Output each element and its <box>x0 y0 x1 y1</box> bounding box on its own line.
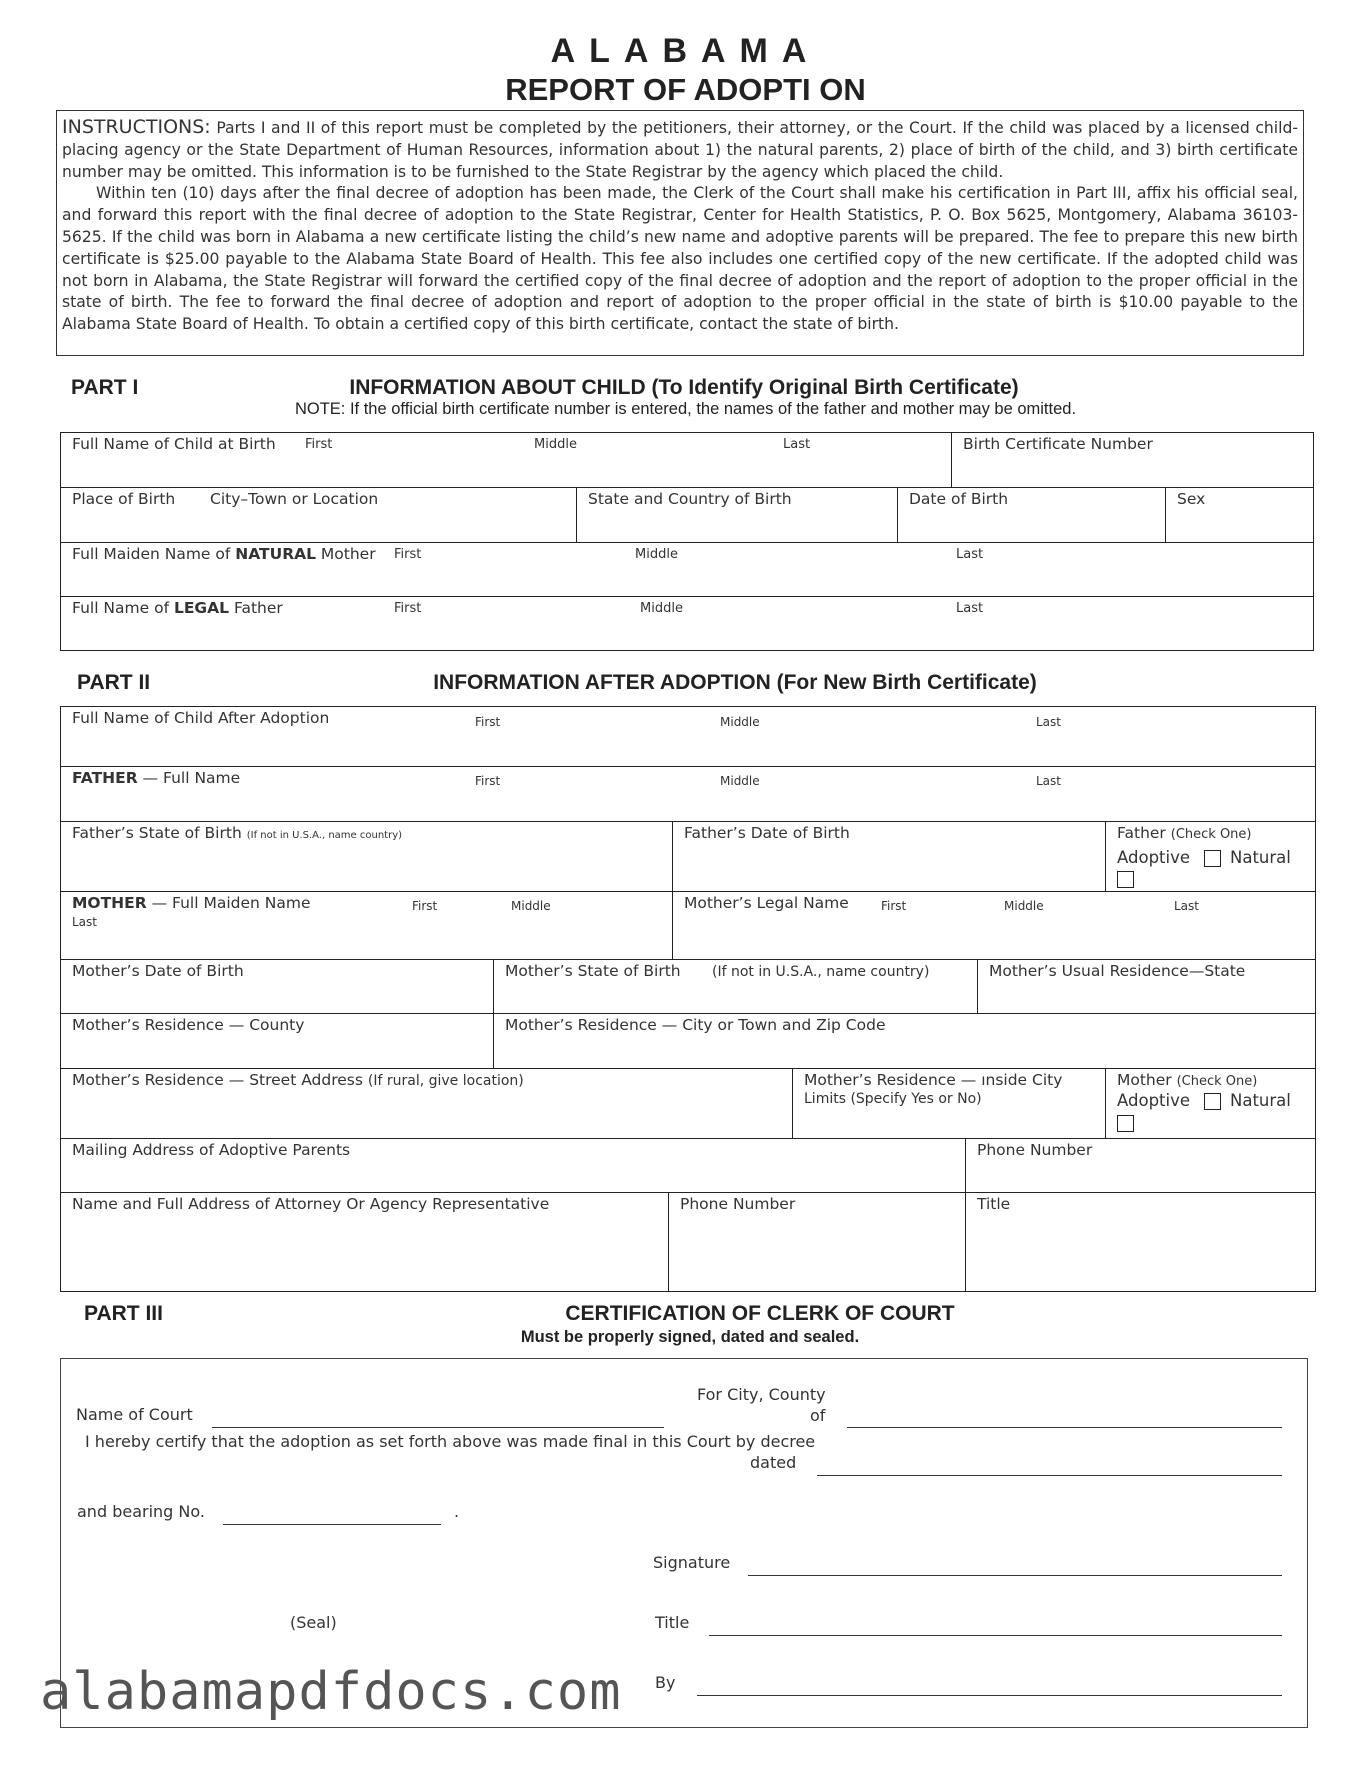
name-of-court-label: Name of Court <box>76 1405 193 1424</box>
middle-label: Middle <box>534 437 577 452</box>
mother-state-of-birth-label: Mother’s State of Birth <box>505 962 681 980</box>
mother-inside-city-limits-field[interactable] <box>792 1068 1105 1138</box>
phone-number-label: Phone Number <box>680 1195 796 1213</box>
seal-label: (Seal) <box>290 1613 337 1632</box>
attorney-title-field[interactable] <box>965 1192 1315 1291</box>
bearing-period: . <box>454 1502 460 1521</box>
middle-label: Middle <box>635 547 678 562</box>
father-state-of-birth-field[interactable] <box>61 821 672 891</box>
father-date-of-birth-field[interactable] <box>672 821 1105 891</box>
father-full-name-field[interactable] <box>61 766 1315 821</box>
last-label: Last <box>783 437 811 452</box>
mother-state-note: (If not in U.S.A., name country) <box>712 964 930 980</box>
father-full-name-label: FATHER — Full Name <box>72 769 241 787</box>
mother-natural-label: Natural <box>1230 1091 1291 1110</box>
natural-mother-name-label: Full Maiden Name of NATURAL Mother <box>72 545 376 563</box>
instructions-paragraph-1: Parts I and II of this report must be completed by the petitioners, their attorney, or the Court. If the child was placed by a licensed child-placing agency or the State Department of Human Resources, information about 1) the natural parents, 2) place of birth of the child, and 3) birth certificate number may be omitted. This information is to be furnished to the State Registrar by the agency which placed the child. <box>62 119 1298 181</box>
name-of-court-line[interactable] <box>212 1427 664 1428</box>
middle-label: Middle <box>640 601 683 616</box>
middle-label: Middle <box>720 774 760 788</box>
mother-city-zip-label: Mother’s Residence — City or Town and Zip Code <box>505 1016 886 1034</box>
last-label: Last <box>956 601 984 616</box>
decree-date-line[interactable] <box>817 1475 1282 1476</box>
dated-label: dated <box>750 1453 797 1472</box>
first-label: First <box>412 899 438 913</box>
mother-check-one-field <box>1105 1068 1315 1138</box>
mother-state-of-birth-field[interactable] <box>493 959 977 1013</box>
place-of-birth-label: Place of Birth <box>72 490 176 508</box>
mother-usual-residence-state-field[interactable] <box>977 959 1315 1013</box>
child-after-adoption-label: Full Name of Child After Adoption <box>72 709 330 727</box>
phone-number-label: Phone Number <box>977 1141 1093 1159</box>
birth-certificate-number-field[interactable] <box>951 433 1313 487</box>
father-check-one-label: Father (Check One) <box>1117 824 1252 842</box>
part2-grid <box>60 706 1316 1292</box>
middle-label: Middle <box>720 715 760 729</box>
first-label: First <box>475 774 501 788</box>
birth-certificate-number-label: Birth Certificate Number <box>963 435 1153 453</box>
father-natural-checkbox[interactable] <box>1204 850 1221 867</box>
city-town-label: City–Town or Location <box>210 490 379 508</box>
legal-father-name-field[interactable] <box>61 596 1313 650</box>
part1-grid <box>60 432 1314 651</box>
father-check-one-field <box>1105 821 1315 891</box>
title-label: Title <box>655 1613 690 1632</box>
mother-natural-checkbox[interactable] <box>1204 1093 1221 1110</box>
part1-heading: INFORMATION ABOUT CHILD (To Identify Original Birth Certificate) <box>349 376 1019 399</box>
middle-label: Middle <box>1004 899 1044 913</box>
state-country-of-birth-label: State and Country of Birth <box>588 490 792 508</box>
child-birth-name-field[interactable] <box>61 433 951 487</box>
first-label: First <box>394 547 422 562</box>
part1-label: PART I <box>71 376 139 399</box>
title-label: Title <box>977 1195 1011 1213</box>
attorney-phone-field[interactable] <box>668 1192 965 1291</box>
mailing-address-label: Mailing Address of Adoptive Parents <box>72 1141 351 1159</box>
last-label: Last <box>1036 715 1061 729</box>
state-country-of-birth-field[interactable] <box>576 487 897 542</box>
sex-label: Sex <box>1177 490 1206 508</box>
mother-maiden-name-field[interactable] <box>61 891 672 959</box>
first-label: First <box>475 715 501 729</box>
part1-note: NOTE: If the official birth certificate number is entered, the names of the father and mother may be omitted. <box>294 400 1077 418</box>
part2-heading: INFORMATION AFTER ADOPTION (For New Birth Certificate) <box>433 671 1037 694</box>
title-line[interactable] <box>709 1635 1282 1636</box>
father-date-of-birth-label: Father’s Date of Birth <box>684 824 850 842</box>
mother-county-label: Mother’s Residence — County <box>72 1016 305 1034</box>
date-of-birth-field[interactable] <box>897 487 1165 542</box>
certify-text: I hereby certify that the adoption as set forth above was made final in this Court by decree <box>85 1432 816 1451</box>
sex-field[interactable] <box>1165 487 1313 542</box>
state-title: ALABAMA <box>550 32 821 70</box>
last-label: Last <box>1036 774 1061 788</box>
last-label: Last <box>1174 899 1199 913</box>
signature-line[interactable] <box>748 1575 1282 1576</box>
decree-number-line[interactable] <box>223 1524 441 1525</box>
mother-maiden-name-label: MOTHER — Full Maiden Name <box>72 894 311 912</box>
mother-inside-city-note: Limits (Specify Yes or No) <box>804 1091 982 1107</box>
signature-label: Signature <box>653 1553 731 1572</box>
child-after-adoption-name-field[interactable] <box>61 707 1315 766</box>
instructions-lead: INSTRUCTIONS: <box>62 116 211 138</box>
by-label: By <box>655 1673 676 1692</box>
first-label: First <box>305 437 333 452</box>
child-birth-name-label: Full Name of Child at Birth <box>72 435 276 453</box>
legal-father-name-label: Full Name of LEGAL Father <box>72 599 283 617</box>
date-of-birth-label: Date of Birth <box>909 490 1009 508</box>
father-adoptive-checkbox[interactable] <box>1117 871 1134 888</box>
mother-county-field[interactable] <box>61 1013 493 1068</box>
natural-mother-name-field[interactable] <box>61 542 1313 596</box>
watermark: alabamapdfdocs.com <box>40 1662 622 1722</box>
attorney-name-address-field[interactable] <box>61 1192 668 1291</box>
form-title: REPORT OF ADOPTI ON <box>505 72 866 107</box>
father-adoptive-label: Adoptive <box>1117 848 1191 867</box>
first-label: First <box>881 899 907 913</box>
for-city-of-label: of <box>810 1406 826 1425</box>
mother-inside-city-label: Mother’s Residence — ınside City <box>804 1071 1063 1089</box>
middle-label: Middle <box>511 899 551 913</box>
mother-adoptive-label: Adoptive <box>1117 1091 1191 1110</box>
adoptive-phone-field[interactable] <box>965 1138 1315 1192</box>
mother-adoptive-checkbox[interactable] <box>1117 1115 1134 1132</box>
mother-legal-name-field[interactable] <box>672 891 1315 959</box>
part3-label: PART III <box>84 1302 163 1325</box>
mother-legal-name-label: Mother’s Legal Name <box>684 894 849 912</box>
mailing-address-field[interactable] <box>61 1138 965 1192</box>
first-label: First <box>394 601 422 616</box>
by-line[interactable] <box>697 1695 1282 1696</box>
attorney-label: Name and Full Address of Attorney Or Agency Representative <box>72 1195 550 1213</box>
instructions-paragraph-2: Within ten (10) days after the final decree of adoption has been made, the Clerk of the Court shall make his certification in Part III, affix his official seal, and forward this report with the final decree of adoption to the State Registrar, Center for Health Statistics, P. O. Box 5625, Montgomery, Alabama 36103-5625. If the child was born in Alabama a new certificate listing the child’s new name and adoptive parents will be prepared. The fee to prepare this new birth certificate is $25.00 payable to the Alabama State Board of Health. This fee also includes one certified copy of the new certificate. If the adopted child was not born in Alabama, the State Registrar will forward the certified copy of the final decree of adoption and the report of adoption to the proper official in the state of birth. The fee to forward the final decree of adoption and report of adoption to the proper official in the state of birth is $10.00 payable to the Alabama State Board of Health. To obtain a certified copy of this birth certificate, contact the state of birth. <box>62 184 1298 334</box>
mother-street-address-label: Mother’s Residence — Street Address (If rural, give location) <box>72 1071 524 1089</box>
father-state-of-birth-label: Father’s State of Birth (If not in U.S.A., name country) <box>72 824 403 842</box>
part2-label: PART II <box>77 671 151 694</box>
for-city-county-label: For City, County <box>697 1385 826 1404</box>
mother-check-one-label: Mother (Check One) <box>1117 1071 1258 1089</box>
place-of-birth-field[interactable] <box>61 487 576 542</box>
instructions-box <box>56 110 1304 356</box>
last-label: Last <box>72 915 97 929</box>
last-label: Last <box>956 547 984 562</box>
mother-city-zip-field[interactable] <box>493 1013 1315 1068</box>
bearing-number-label: and bearing No. <box>77 1502 205 1521</box>
mother-street-address-field[interactable] <box>61 1068 792 1138</box>
part3-heading: CERTIFICATION OF CLERK OF COURT <box>565 1302 955 1325</box>
mother-usual-residence-label: Mother’s Usual Residence—State <box>989 962 1246 980</box>
part3-subheading: Must be properly signed, dated and sealed. <box>520 1328 860 1346</box>
mother-date-of-birth-label: Mother’s Date of Birth <box>72 962 244 980</box>
city-county-line[interactable] <box>847 1427 1282 1428</box>
mother-date-of-birth-field[interactable] <box>61 959 493 1013</box>
father-natural-label: Natural <box>1230 848 1291 867</box>
